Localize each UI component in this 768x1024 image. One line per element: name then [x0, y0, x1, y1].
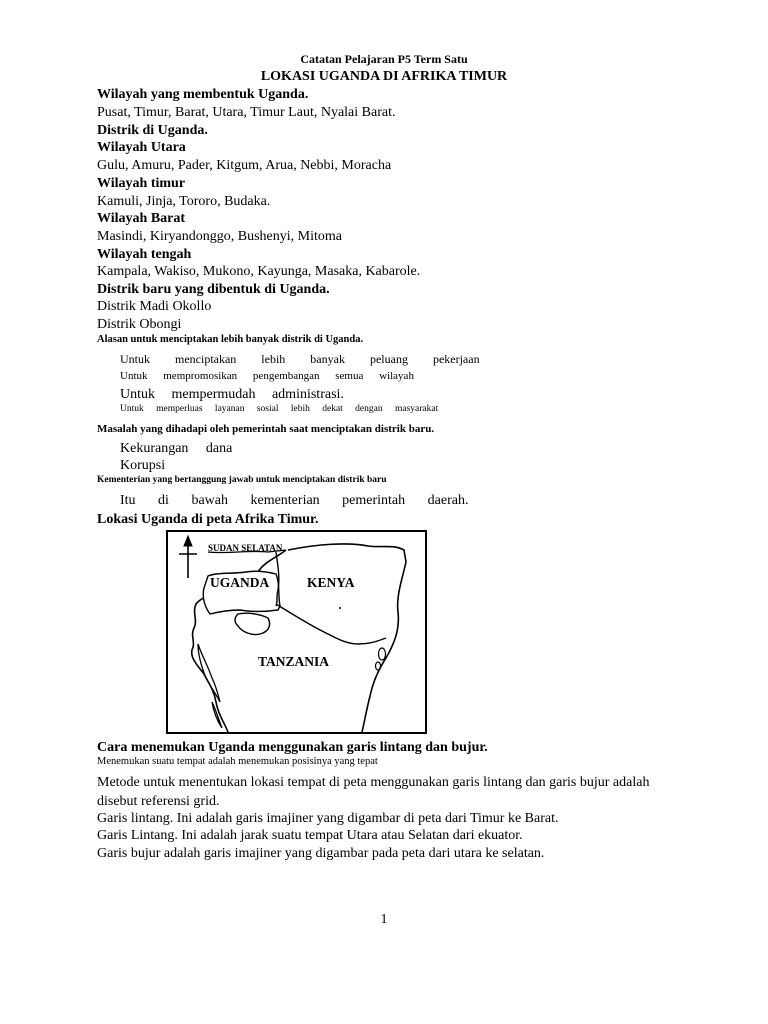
regions-heading: Wilayah yang membentuk Uganda.: [97, 87, 309, 102]
regions-list: Pusat, Timur, Barat, Utara, Timur Laut, Nyalai Barat.: [97, 105, 396, 120]
latlong-heading: Cara menemukan Uganda menggunakan garis lintang dan bujur.: [97, 740, 488, 755]
reason-text: Untuk memperluas layanan sosial lebih dekat dengan masyarakat: [120, 404, 439, 414]
east-heading: Wilayah timur: [97, 176, 186, 191]
label-kenya: KENYA: [307, 575, 355, 590]
label-uganda: UGANDA: [210, 575, 270, 590]
east-list: Kamuli, Jinja, Tororo, Budaka.: [97, 194, 271, 209]
label-south-sudan: SUDAN SELATAN: [208, 543, 283, 553]
problem-item: Kekurangan dana: [120, 441, 233, 456]
latlong-paragraph-cont: disebut referensi grid.: [97, 794, 220, 809]
latlong-note: Menemukan suatu tempat adalah menemukan posisinya yang tepat: [97, 756, 378, 767]
reason-item: [120, 405, 438, 415]
central-list: Kampala, Wakiso, Mukono, Kayunga, Masaka, Kabarole.: [97, 264, 421, 279]
districts-heading: Distrik di Uganda.: [97, 123, 208, 138]
north-arrow-icon: [179, 536, 197, 578]
label-tanzania: TANZANIA: [258, 654, 330, 669]
central-heading: Wilayah tengah: [97, 247, 192, 262]
north-heading: Wilayah Utara: [97, 140, 186, 155]
reason-item: [120, 371, 414, 382]
reasons-heading: Alasan untuk menciptakan lebih banyak distrik di Uganda.: [97, 334, 364, 345]
east-africa-map: [166, 530, 427, 734]
region-outline: [288, 544, 406, 732]
ministry-heading: Kementerian yang bertanggung jawab untuk menciptakan distrik baru: [97, 475, 387, 485]
map-drawing: [168, 532, 425, 732]
page-number: 1: [380, 912, 388, 927]
reason-text: Untuk mempermudah administrasi.: [120, 387, 344, 402]
latlong-line: Garis lintang. Ini adalah garis imajiner yang digambar di peta dari Timur ke Barat.: [97, 811, 559, 826]
document-title: LOKASI UGANDA DI AFRIKA TIMUR: [260, 69, 508, 84]
new-district-item: Distrik Madi Okollo: [97, 299, 212, 314]
map-heading: Lokasi Uganda di peta Afrika Timur.: [97, 512, 319, 527]
north-list: Gulu, Amuru, Pader, Kitgum, Arua, Nebbi, Moracha: [97, 158, 392, 173]
lake-outline: [235, 613, 270, 634]
west-heading: Wilayah Barat: [97, 211, 186, 226]
border-line: [276, 604, 386, 644]
latlong-line: Garis bujur adalah garis imajiner yang digambar pada peta dari utara ke selatan.: [97, 846, 545, 861]
lake-outline: [198, 644, 220, 702]
west-list: Masindi, Kiryandonggo, Bushenyi, Mitoma: [97, 229, 342, 244]
reason-text: Untuk menciptakan lebih banyak peluang pekerjaan: [120, 352, 480, 366]
island-shape: [379, 648, 386, 660]
island-shape: [339, 607, 341, 609]
latlong-line: Garis Lintang. Ini adalah jarak suatu tempat Utara atau Selatan dari ekuator.: [97, 828, 523, 843]
island-shape: [376, 662, 381, 670]
ministry-answer: Itu di bawah kementerian pemerintah daerah.: [120, 493, 469, 508]
document-subtitle: Catatan Pelajaran P5 Term Satu: [300, 52, 468, 66]
problems-heading: Masalah yang dihadapi oleh pemerintah saat menciptakan distrik baru.: [97, 423, 435, 435]
latlong-paragraph: Metode untuk menentukan lokasi tempat di peta menggunakan garis lintang dan garis bujur adalah: [97, 775, 650, 790]
reason-text: Untuk mempromosikan pengembangan semua wilayah: [120, 370, 414, 382]
problem-item: Korupsi: [120, 458, 166, 473]
new-district-item: Distrik Obongi: [97, 317, 182, 332]
reason-item: [120, 352, 480, 366]
reason-item: [120, 388, 344, 402]
new-districts-heading: Distrik baru yang dibentuk di Uganda.: [97, 282, 330, 297]
